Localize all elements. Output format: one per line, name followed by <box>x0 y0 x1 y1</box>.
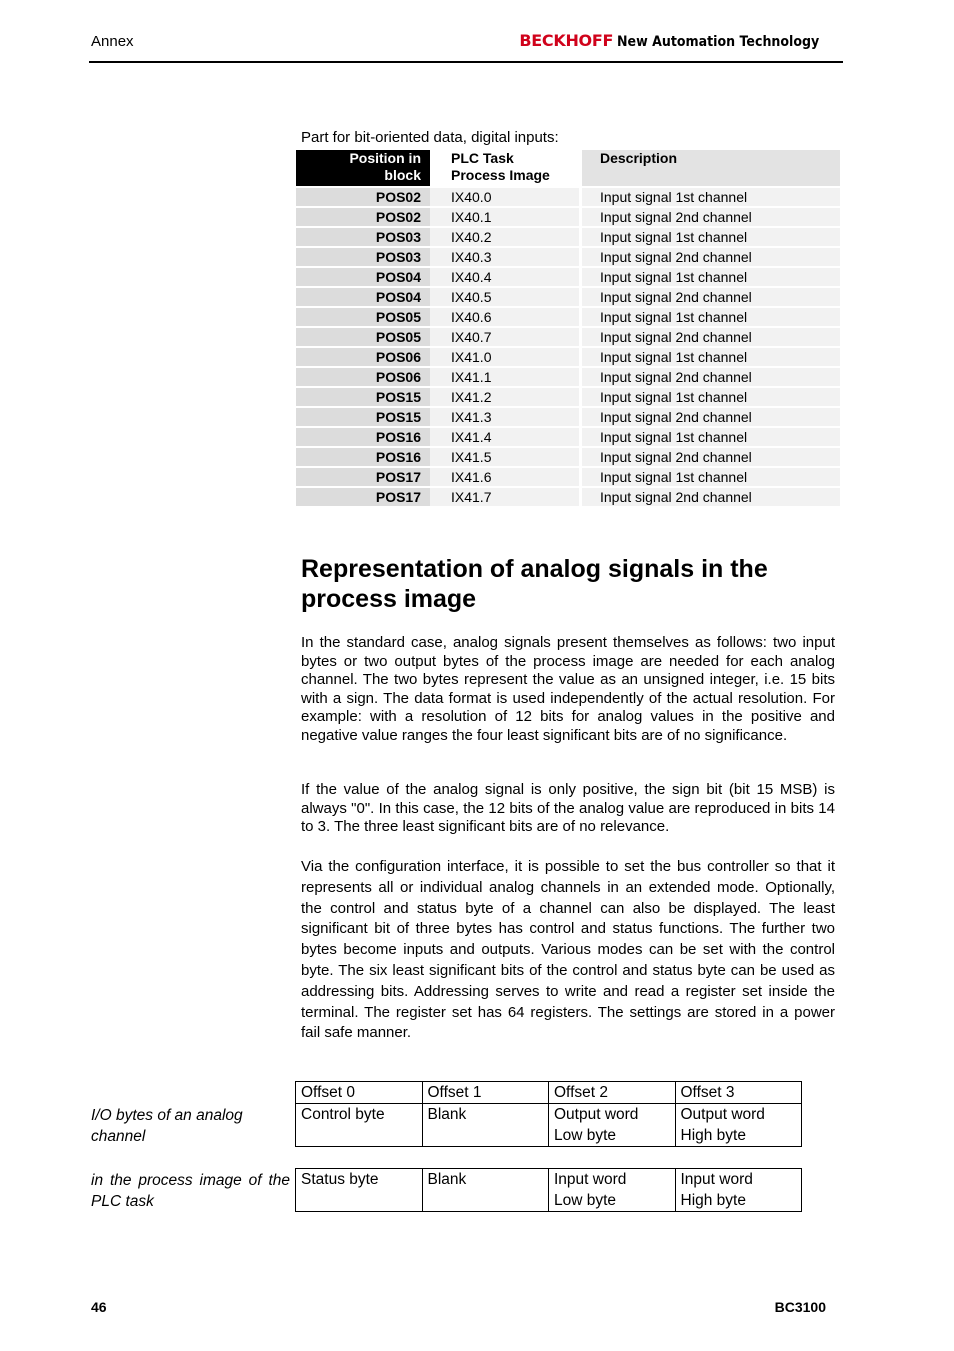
offset-header-row <box>296 1082 802 1104</box>
address-cell: IX40.4 <box>430 266 579 286</box>
address-cell: IX40.1 <box>430 206 579 226</box>
address-cell: IX41.6 <box>430 466 579 486</box>
input-row <box>296 1169 802 1212</box>
position-cell: POS06 <box>296 346 430 366</box>
position-cell: POS03 <box>296 246 430 266</box>
cell-line: High byte <box>680 1127 746 1144</box>
description-cell: Input signal 2nd channel <box>579 206 840 226</box>
position-cell: POS04 <box>296 286 430 306</box>
cell-line: High byte <box>680 1192 746 1209</box>
header-description: Description <box>579 150 840 186</box>
address-cell: IX41.1 <box>430 366 579 386</box>
header-plc-line1: PLC Task <box>451 150 514 166</box>
table-row <box>296 306 840 326</box>
description-cell: Input signal 2nd channel <box>579 326 840 346</box>
address-cell: IX40.6 <box>430 306 579 326</box>
header-position <box>296 150 430 186</box>
side-label-line: channel <box>91 1128 146 1145</box>
paragraph: In the standard case, analog signals present themselves as follows: two input bytes or two output bytes of the process image are needed for each analog channel. The two bytes represent the value as an unsigned integer, i.e. 15 bits with a sign. The data format is used independently of the actual resolution. For example: with a resolution of 12 bits for analog values in the positive and negative value ranges the four least significant bits are of no significance. <box>301 634 835 744</box>
description-cell: Input signal 2nd channel <box>579 246 840 266</box>
description-cell: Input signal 1st channel <box>579 226 840 246</box>
cell-line: Status byte <box>301 1171 379 1188</box>
table-row <box>296 326 840 346</box>
position-cell: POS15 <box>296 406 430 426</box>
offset-cell: Offset 0 <box>296 1082 423 1104</box>
table-row <box>296 286 840 306</box>
position-cell: POS16 <box>296 426 430 446</box>
position-cell: POS17 <box>296 466 430 486</box>
brand-logo <box>519 31 842 50</box>
paragraph: If the value of the analog signal is only positive, the sign bit (bit 15 MSB) is always "0". In this case, the 12 bits of the analog value are reproduced in bits 14 to 3. The three least significant bits are of no relevance. <box>301 781 835 836</box>
table-header-row <box>296 150 840 186</box>
paragraph: Via the configuration interface, it is possible to set the bus controller so that it represents all or individual analog channels in an extended mode. Optionally, the control and status byte of a channel can also be displayed. The least significant bit of three bytes has control and status functions. The further two bytes become inputs and outputs. Various modes can be set with the control byte. The six least significant bits of the control and status byte can be used as addressing bits. Addressing serves to write and read a register set inside the terminal. The register set has 64 registers. The settings are stored in a power fail safe manner. <box>301 858 835 1042</box>
description-cell: Input signal 1st channel <box>579 346 840 366</box>
header-plc-line2: Process Image <box>451 167 550 183</box>
table-row <box>296 446 840 466</box>
description-cell: Input signal 2nd channel <box>579 366 840 386</box>
description-cell: Input signal 2nd channel <box>579 486 840 506</box>
address-cell: IX41.5 <box>430 446 579 466</box>
description-cell: Input signal 1st channel <box>579 266 840 286</box>
position-cell: POS02 <box>296 206 430 226</box>
output-bytes-table <box>295 1081 802 1147</box>
cell-line: Control byte <box>301 1106 385 1123</box>
position-cell: POS04 <box>296 266 430 286</box>
header-divider <box>89 61 843 63</box>
table-row <box>296 206 840 226</box>
cell-line: Blank <box>427 1106 467 1123</box>
side-label-line: I/O bytes of an analog <box>91 1107 243 1124</box>
offset-cell: Offset 1 <box>422 1082 549 1104</box>
address-cell: IX41.0 <box>430 346 579 366</box>
page-number: 46 <box>91 1299 107 1315</box>
position-cell: POS15 <box>296 386 430 406</box>
table-row <box>296 266 840 286</box>
address-cell: IX41.4 <box>430 426 579 446</box>
description-cell: Input signal 1st channel <box>579 186 840 206</box>
table-row <box>296 226 840 246</box>
description-cell: Input signal 1st channel <box>579 306 840 326</box>
output-row <box>296 1104 802 1147</box>
header-position-line2: block <box>384 167 421 183</box>
position-cell: POS05 <box>296 326 430 346</box>
position-cell: POS03 <box>296 226 430 246</box>
position-cell: POS17 <box>296 486 430 506</box>
address-cell: IX40.5 <box>430 286 579 306</box>
side-label-process-image: in the process image of the PLC task <box>91 1172 290 1210</box>
input-cell <box>549 1169 676 1212</box>
cell-line: Blank <box>427 1171 467 1188</box>
table-row <box>296 346 840 366</box>
brand-tagline: New Automation Technology <box>617 34 820 50</box>
table-row <box>296 386 840 406</box>
header-position-line1: Position in <box>349 150 421 166</box>
description-cell: Input signal 1st channel <box>579 426 840 446</box>
description-cell: Input signal 1st channel <box>579 386 840 406</box>
header-plc-task <box>430 150 579 186</box>
address-cell: IX40.7 <box>430 326 579 346</box>
document-id: BC3100 <box>774 1299 826 1315</box>
position-cell: POS16 <box>296 446 430 466</box>
cell-line: Output word <box>680 1106 765 1123</box>
address-cell: IX41.2 <box>430 386 579 406</box>
table-row <box>296 366 840 386</box>
table-row <box>296 426 840 446</box>
bit-table-caption: Part for bit-oriented data, digital inputs: <box>301 129 559 146</box>
cell-line: Input word <box>554 1171 627 1188</box>
description-cell: Input signal 2nd channel <box>579 446 840 466</box>
position-cell: POS02 <box>296 186 430 206</box>
table-row <box>296 246 840 266</box>
address-cell: IX40.2 <box>430 226 579 246</box>
description-cell: Input signal 2nd channel <box>579 406 840 426</box>
output-cell <box>296 1104 423 1147</box>
position-cell: POS06 <box>296 366 430 386</box>
address-cell: IX41.3 <box>430 406 579 426</box>
description-cell: Input signal 1st channel <box>579 466 840 486</box>
position-cell: POS05 <box>296 306 430 326</box>
offset-cell: Offset 3 <box>675 1082 802 1104</box>
table-row <box>296 406 840 426</box>
brand-logo-wordmark: BECKHOFF <box>519 31 614 50</box>
digital-inputs-table <box>296 150 840 506</box>
table-row <box>296 466 840 486</box>
output-cell <box>675 1104 802 1147</box>
output-cell <box>549 1104 676 1147</box>
section-heading: Representation of analog signals in the process image <box>301 555 768 613</box>
table-row <box>296 186 840 206</box>
address-cell: IX40.3 <box>430 246 579 266</box>
address-cell: IX40.0 <box>430 186 579 206</box>
address-cell: IX41.7 <box>430 486 579 506</box>
table-row <box>296 486 840 506</box>
input-cell <box>422 1169 549 1212</box>
input-bytes-table <box>295 1168 802 1212</box>
cell-line: Low byte <box>554 1127 617 1144</box>
cell-line: Low byte <box>554 1192 617 1209</box>
side-label-io-bytes <box>91 1105 243 1147</box>
cell-line: Output word <box>554 1106 639 1123</box>
description-cell: Input signal 2nd channel <box>579 286 840 306</box>
header-section-title: Annex <box>91 33 134 50</box>
input-cell <box>296 1169 423 1212</box>
input-cell <box>675 1169 802 1212</box>
offset-cell: Offset 2 <box>549 1082 676 1104</box>
output-cell <box>422 1104 549 1147</box>
cell-line: Input word <box>680 1171 753 1188</box>
